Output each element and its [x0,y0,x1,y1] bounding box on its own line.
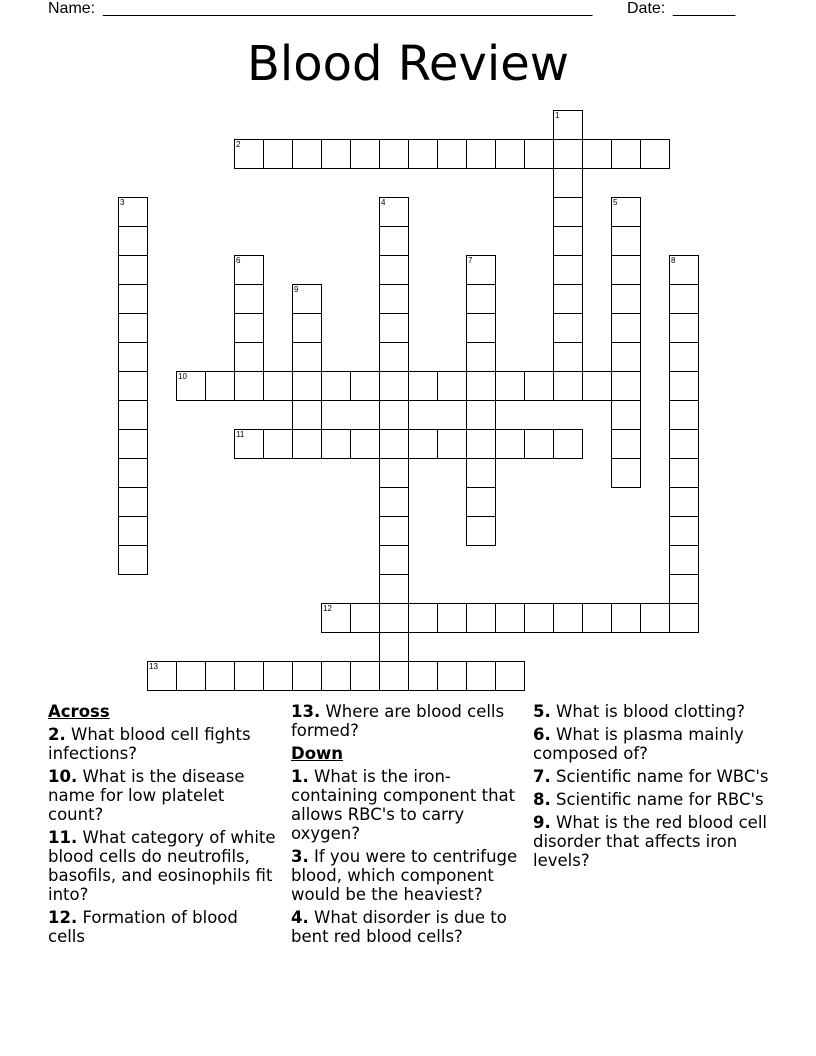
crossword-cell[interactable] [321,371,351,401]
crossword-cell[interactable] [379,255,409,285]
cell-number: 13 [149,662,158,671]
clue-down-6: 6. What is plasma mainly composed of? [533,725,744,763]
cell-number: 2 [236,140,241,149]
crossword-cell[interactable] [611,400,641,430]
crossword-cell[interactable] [321,139,351,169]
crossword-cell[interactable] [466,487,496,517]
crossword-cell[interactable] [350,139,380,169]
clue-down-1: 1. What is the iron-containing component that allows RBC's to carry oxygen? [291,767,516,843]
crossword-cell[interactable] [466,458,496,488]
crossword-cell[interactable] [524,139,554,169]
across-heading: Across [48,702,110,721]
crossword-cell[interactable] [553,371,583,401]
crossword-cell[interactable] [437,139,467,169]
crossword-cell[interactable] [553,110,583,140]
crossword-cell[interactable] [292,661,322,691]
crossword-cell[interactable] [379,574,409,604]
crossword-cell[interactable] [553,342,583,372]
crossword-cell[interactable] [379,603,409,633]
crossword-cell[interactable] [611,139,641,169]
clue-down-8: 8. Scientific name for RBC's [533,790,764,809]
page-title: Blood Review [247,36,569,92]
crossword-cell[interactable] [205,371,235,401]
crossword-cell[interactable] [553,284,583,314]
crossword-cell[interactable] [118,197,148,227]
crossword-cell[interactable] [118,313,148,343]
crossword-cell[interactable] [553,197,583,227]
clue-across-10: 10. What is the disease name for low platelet count? [48,767,245,824]
crossword-cell[interactable] [350,371,380,401]
clue-across-2: 2. What blood cell fights infections? [48,725,251,763]
clue-across-11: 11. What category of white blood cells do neutrofils, basofils, and eosinophils fit into? [48,828,276,904]
crossword-cell[interactable] [611,371,641,401]
crossword-cell[interactable] [263,139,293,169]
crossword-cell[interactable] [379,139,409,169]
crossword-cell[interactable] [611,458,641,488]
crossword-cell[interactable] [379,429,409,459]
crossword-cell[interactable] [553,168,583,198]
crossword-cell[interactable] [466,313,496,343]
crossword-cell[interactable] [379,487,409,517]
cell-number: 6 [236,256,241,265]
clue-down-7: 7. Scientific name for WBC's [533,767,769,786]
crossword-cell[interactable] [669,574,699,604]
crossword-cell[interactable] [524,429,554,459]
clue-down-4: 4. What disorder is due to bent red blood cells? [291,908,507,946]
crossword-cell[interactable] [292,400,322,430]
crossword-cell[interactable] [553,313,583,343]
crossword-cell[interactable] [118,255,148,285]
crossword-cell[interactable] [669,603,699,633]
crossword-cell[interactable] [350,661,380,691]
crossword-cell[interactable] [118,400,148,430]
clue-across-13: 13. Where are blood cells formed? [291,702,505,740]
crossword-cell[interactable] [408,661,438,691]
cell-number: 5 [613,198,618,207]
crossword-cell[interactable] [234,342,264,372]
crossword-cell[interactable] [118,458,148,488]
crossword-cell[interactable] [379,226,409,256]
crossword-cell[interactable] [466,400,496,430]
cell-number: 7 [468,256,473,265]
crossword-cell[interactable] [669,545,699,575]
crossword-cell[interactable] [437,371,467,401]
crossword-cell[interactable] [118,429,148,459]
crossword-cell[interactable] [292,429,322,459]
down-heading: Down [291,744,344,763]
crossword-cell[interactable] [321,429,351,459]
clue-across-12: 12. Formation of blood cells [48,908,238,946]
cell-number: 10 [178,372,187,381]
crossword-cell[interactable] [350,603,380,633]
crossword-cell[interactable] [379,661,409,691]
crossword-cell[interactable] [118,545,148,575]
crossword-cell[interactable] [582,603,612,633]
crossword-cell[interactable] [553,603,583,633]
cell-number: 9 [294,285,299,294]
cell-number: 12 [323,604,332,613]
crossword-cell[interactable] [611,429,641,459]
crossword-cell[interactable] [669,313,699,343]
crossword-cell[interactable] [408,603,438,633]
crossword-cell[interactable] [611,255,641,285]
crossword-cell[interactable] [292,284,322,314]
crossword-cell[interactable] [669,400,699,430]
crossword-cell[interactable] [524,371,554,401]
crossword-cell[interactable] [408,429,438,459]
crossword-cell[interactable] [205,661,235,691]
crossword-cell[interactable] [640,139,670,169]
crossword-cell[interactable] [437,603,467,633]
crossword-cell[interactable] [118,284,148,314]
crossword-cell[interactable] [234,284,264,314]
crossword-cell[interactable] [379,632,409,662]
crossword-cell[interactable] [611,226,641,256]
crossword-cell[interactable] [379,313,409,343]
crossword-cell[interactable] [495,139,525,169]
crossword-cell[interactable] [611,197,641,227]
crossword-cell[interactable] [176,371,206,401]
crossword-cell[interactable] [292,139,322,169]
cell-number: 1 [555,111,560,120]
crossword-cell[interactable] [321,661,351,691]
clue-down-9: 9. What is the red blood cell disorder that affects iron levels? [533,813,767,870]
crossword-cell[interactable] [669,487,699,517]
cell-number: 11 [236,430,245,439]
crossword-cell[interactable] [408,371,438,401]
crossword-cell[interactable] [379,197,409,227]
crossword-cell[interactable] [495,371,525,401]
crossword-cell[interactable] [466,661,496,691]
crossword-cell[interactable] [553,255,583,285]
crossword-cell[interactable] [611,313,641,343]
crossword-cell[interactable] [379,284,409,314]
crossword-cell[interactable] [234,371,264,401]
crossword-cell[interactable] [234,313,264,343]
date-blank[interactable]: _______ [673,0,736,17]
crossword-cell[interactable] [495,661,525,691]
crossword-cell[interactable] [582,139,612,169]
crossword-cell[interactable] [466,284,496,314]
crossword-cell[interactable] [669,429,699,459]
crossword-cell[interactable] [437,429,467,459]
crossword-cell[interactable] [118,371,148,401]
crossword-cell[interactable] [466,429,496,459]
crossword-cell[interactable] [669,516,699,546]
crossword-cell[interactable] [524,603,554,633]
crossword-cell[interactable] [495,429,525,459]
cell-number: 3 [120,198,125,207]
name-label: Name: [48,0,96,17]
crossword-cell[interactable] [379,545,409,575]
crossword-cell[interactable] [408,139,438,169]
crossword-cell[interactable] [466,516,496,546]
clue-column-3 [533,702,773,874]
name-blank[interactable]: _______________________________________________________ [103,0,593,17]
crossword-cell[interactable] [176,661,206,691]
crossword-cell[interactable] [118,516,148,546]
crossword-cell[interactable] [263,429,293,459]
clue-down-5: 5. What is blood clotting? [533,702,745,721]
crossword-cell[interactable] [466,342,496,372]
crossword-cell[interactable] [669,342,699,372]
crossword-cell[interactable] [118,342,148,372]
clue-down-3: 3. If you were to centrifuge blood, which component would be the heaviest? [291,847,518,904]
crossword-cell[interactable] [118,226,148,256]
crossword-cell[interactable] [669,284,699,314]
crossword-cell[interactable] [553,226,583,256]
crossword-cell[interactable] [466,255,496,285]
crossword-cell[interactable] [321,603,351,633]
crossword-cell[interactable] [379,400,409,430]
crossword-cell[interactable] [292,371,322,401]
crossword-cell[interactable] [263,661,293,691]
clue-column-1 [48,702,280,950]
clue-column-2 [291,702,526,950]
crossword-cell[interactable] [292,342,322,372]
crossword-cell[interactable] [611,284,641,314]
crossword-cell[interactable] [582,371,612,401]
crossword-cell[interactable] [379,371,409,401]
cell-number: 4 [381,198,386,207]
crossword-cell[interactable] [669,255,699,285]
crossword-cell[interactable] [466,603,496,633]
crossword-cell[interactable] [495,603,525,633]
crossword-cell[interactable] [292,313,322,343]
crossword-cell[interactable] [234,139,264,169]
crossword-cell[interactable] [669,371,699,401]
crossword-cell[interactable] [234,255,264,285]
crossword-cell[interactable] [466,371,496,401]
crossword-cell[interactable] [611,342,641,372]
crossword-cell[interactable] [640,603,670,633]
crossword-cell[interactable] [379,516,409,546]
crossword-cell[interactable] [466,139,496,169]
crossword-cell[interactable] [611,603,641,633]
crossword-cell[interactable] [379,458,409,488]
crossword-cell[interactable] [350,429,380,459]
crossword-cell[interactable] [379,342,409,372]
crossword-cell[interactable] [669,458,699,488]
crossword-cell[interactable] [234,661,264,691]
crossword-cell[interactable] [263,371,293,401]
crossword-cell[interactable] [234,429,264,459]
crossword-cell[interactable] [553,139,583,169]
crossword-cell[interactable] [118,487,148,517]
date-label: Date: [627,0,666,17]
crossword-cell[interactable] [553,429,583,459]
crossword-cell[interactable] [437,661,467,691]
crossword-cell[interactable] [147,661,177,691]
cell-number: 8 [671,256,676,265]
